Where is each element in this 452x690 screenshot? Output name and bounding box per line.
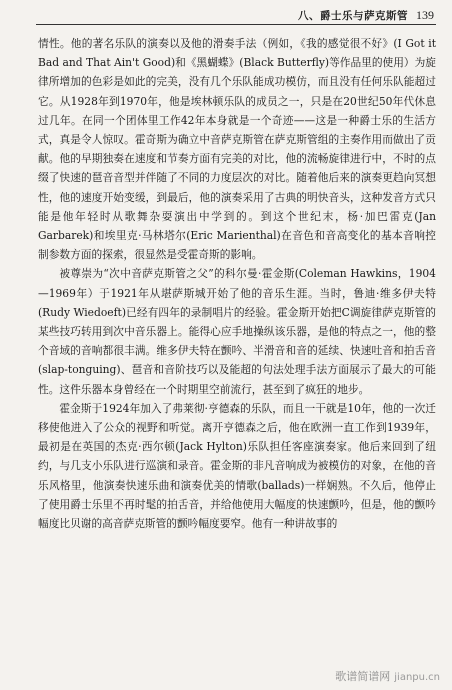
paragraph-3: 霍金斯于1924年加入了弗莱彻·亨德森的乐队，而且一干就是10年，他的一次迁移使他进入了公众的视野和听觉。离开亨德森之后，他在欧洲一直工作到1939年，最初是在英国的杰克·西尔顿(Jack Hylton)乐队担任客座演奏家。他后来回到了纽约，与几支小乐队进行巡演和录音。霍金斯的非凡音响成为被模仿的对象，在他的音乐风格里，他演奏快速乐曲和演奏优美的情歌(ballads)一样娴熟。不久后，他停止了使用爵士乐里不再时髦的拍舌音，并给他使用大幅度的快速颤吟，但是，他的颤吟幅度比贝谢的高音萨克斯管的颤吟幅度要窄。他有一种讲故事的	[38, 401, 436, 531]
watermark	[335, 668, 440, 684]
watermark-brand: 歌谱简谱网	[335, 670, 391, 683]
running-header	[298, 8, 434, 23]
paragraph-1: 情性。他的著名乐队的演奏以及他的滑奏手法（例如，《我的感觉很不好》(I Got it Bad and That Ain't Good)和《黑蝴蝶》(Black Butterfly)等作品里的使用）为旋律所增加的色彩是如此的完美，没有几个乐队能成功模仿，而且没有任何乐队能超过它。从1928年到1970年，他是埃林顿乐队的成员之一，只是在20世纪50年代休息过几年。在同一个团体里工作42年本身就是一个奇迹——这是一种爵士乐的生活方式，真是令人惊叹。霍奇斯为确立中音萨克斯管在萨克斯管组的主奏作用而做出了贡献。他的早期独奏在速度和节奏方面有完美的对比，他的流畅旋律进行中，不时的点缀了快速的琶音音型并伴随了不同的力度层次的对比。随着他后来的演奏更趋向冥想性，他的速度开始变缓，到最后，他的演奏采用了古典的明快音头，这种发音方式只能是他年轻时从歌舞杂耍演出中学到的。到这个世纪末，杨·加巴雷克(Jan Garbarek)和埃里克·马林塔尔(Eric Marienthal)在音色和音高变化的基本音响控制参数方面的探索，很显然是受霍奇斯的影响。	[38, 37, 436, 262]
header-rule	[36, 24, 436, 25]
watermark-url: jianpu.cn	[394, 672, 440, 683]
paragraph-2: 被尊崇为“次中音萨克斯管之父”的科尔曼·霍金斯(Coleman Hawkins，1904—1969年）于1921年从堪萨斯城开始了他的音乐生涯。当时，鲁迪·维多伊夫特(Rudy Wiedoeft)已经有四年的录制唱片的经验。霍金斯开始把C调旋律萨克斯管的某些技巧转用到次中音乐器上。能得心应手地操纵该乐器，是他的特点之一，他的整个音域的音响都很丰满。维多伊夫特在颤吟、半滑音和音的延续、快速吐音和拍舌音(slap-tonguing)、琶音和音阶技巧以及能超的句法处理手法方面展示了最大的可能性。这件乐器本身曾经在一个时期里空前流行，甚至到了疯狂的地步。	[38, 267, 436, 396]
body-text	[38, 34, 436, 533]
chapter-title: 八、爵士乐与萨克斯管	[298, 10, 408, 22]
page-number: 139	[416, 8, 434, 22]
